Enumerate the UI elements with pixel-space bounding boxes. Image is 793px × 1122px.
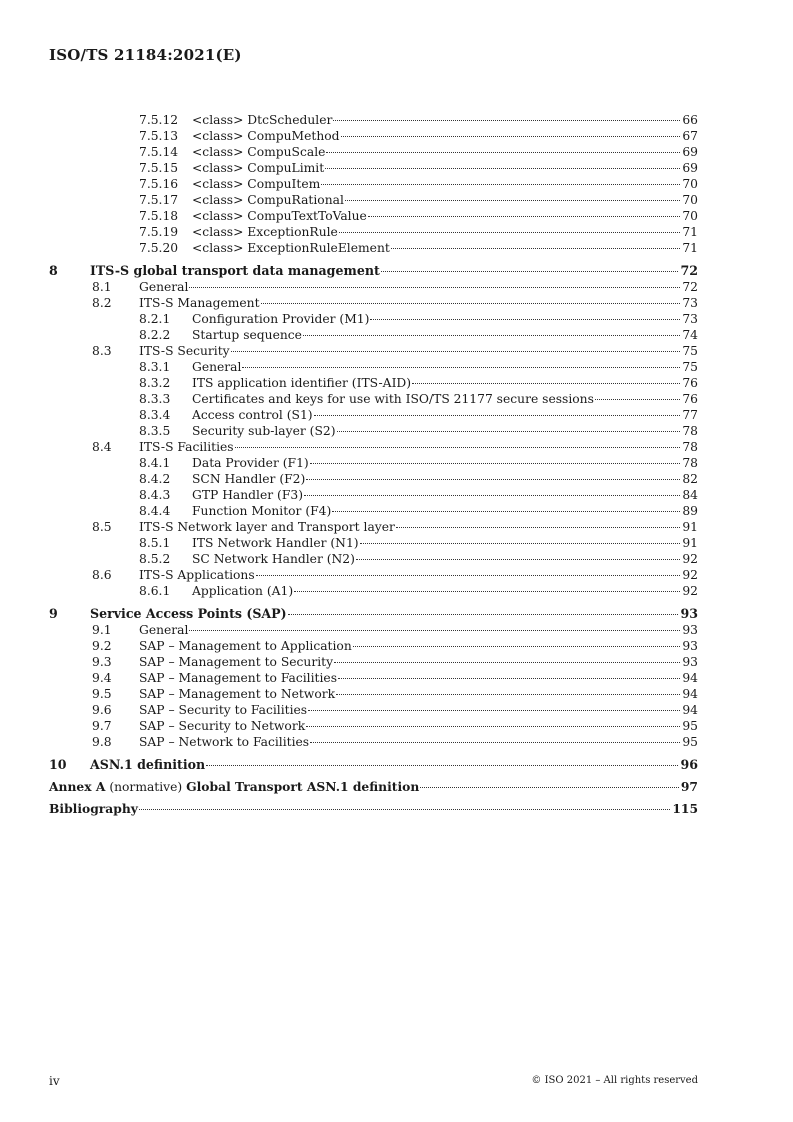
toc-entry-number: 10 xyxy=(49,757,67,772)
toc-entry-title: Security sub-layer (S2) xyxy=(192,424,336,438)
toc-entry-number: 8.3.2 xyxy=(139,376,171,390)
toc-entry-number: 8.5 xyxy=(92,520,112,534)
dot-leader xyxy=(368,216,681,217)
toc-entry-title: SAP – Network to Facilities xyxy=(139,735,310,749)
toc-entry-number: 7.5.19 xyxy=(139,225,179,239)
toc-entry-number: 9.5 xyxy=(92,687,112,701)
toc-entry-8-3-1[interactable] xyxy=(49,359,698,375)
toc-entry-page: 72 xyxy=(680,263,698,278)
dot-leader xyxy=(294,591,680,592)
dot-leader xyxy=(242,367,680,368)
toc-entry-7-5-18[interactable] xyxy=(49,208,698,224)
toc-entry-7-5-19[interactable] xyxy=(49,224,698,240)
toc-entry-title: General xyxy=(139,623,189,637)
toc-entry-title: <class> CompuItem xyxy=(192,177,321,191)
toc-entry-8-4-2[interactable] xyxy=(49,471,698,487)
toc-entry-page: 78 xyxy=(682,440,698,454)
toc-entry-page: 96 xyxy=(680,757,698,772)
toc-entry-page: 70 xyxy=(682,177,698,191)
toc-annex-a[interactable] xyxy=(49,779,698,795)
toc-entry-7-5-13[interactable] xyxy=(49,128,698,144)
dot-leader xyxy=(341,136,681,137)
toc-entry-number: 8.5.1 xyxy=(139,536,171,550)
toc-entry-page: 69 xyxy=(682,145,698,159)
toc-entry-page: 70 xyxy=(682,209,698,223)
toc-entry-9-7[interactable] xyxy=(49,718,698,734)
toc-entry-number: 8.3.1 xyxy=(139,360,171,374)
toc-bibliography[interactable] xyxy=(49,801,698,817)
toc-entry-page: 91 xyxy=(682,536,698,550)
toc-entry-10[interactable] xyxy=(49,757,698,773)
toc-entry-page: 74 xyxy=(682,328,698,342)
dot-leader xyxy=(391,248,681,249)
toc-entry-page: 92 xyxy=(682,584,698,598)
toc-entry-page: 93 xyxy=(682,623,698,637)
dot-leader xyxy=(370,319,680,320)
toc-entry-page: 94 xyxy=(682,687,698,701)
toc-entry-page: 93 xyxy=(680,606,698,621)
toc-entry-page: 78 xyxy=(682,424,698,438)
dot-leader xyxy=(321,184,680,185)
toc-entry-9-4[interactable] xyxy=(49,670,698,686)
toc-entry-page: 72 xyxy=(682,280,698,294)
toc-entry-8-6[interactable] xyxy=(49,567,698,583)
toc-entry-title: Certificates and keys for use with ISO/TS 21177 secure sessions xyxy=(192,392,594,406)
toc-entry-number: 9 xyxy=(49,606,58,621)
dot-leader xyxy=(261,303,681,304)
copyright-notice: © ISO 2021 – All rights reserved xyxy=(531,1075,698,1086)
toc-entry-number: 9.3 xyxy=(92,655,112,669)
toc-entry-page: 92 xyxy=(682,568,698,582)
toc-entry-page: 82 xyxy=(682,472,698,486)
toc-entry-page: 84 xyxy=(682,488,698,502)
toc-entry-8-5[interactable] xyxy=(49,519,698,535)
toc-entry-number: 7.5.16 xyxy=(139,177,179,191)
toc-entry-number: 9.6 xyxy=(92,703,112,717)
toc-entry-title: GTP Handler (F3) xyxy=(192,488,304,502)
toc-entry-page: 95 xyxy=(682,719,698,733)
dot-leader xyxy=(256,575,681,576)
toc-entry-8-2-2[interactable] xyxy=(49,327,698,343)
toc-entry-title: Configuration Provider (M1) xyxy=(192,312,370,326)
toc-entry-number: 7.5.13 xyxy=(139,129,179,143)
toc-entry-title: <class> CompuTextToValue xyxy=(192,209,367,223)
dot-leader xyxy=(381,271,679,272)
toc-entry-page: 97 xyxy=(680,779,698,794)
dot-leader xyxy=(338,678,680,679)
toc-entry-number: 8.2.1 xyxy=(139,312,171,326)
toc-entry-8-3-4[interactable] xyxy=(49,407,698,423)
toc-entry-title: Application (A1) xyxy=(192,584,294,598)
toc-entry-title: <class> CompuScale xyxy=(192,145,326,159)
toc-entry-7-5-14[interactable] xyxy=(49,144,698,160)
toc-entry-number: 8.3.4 xyxy=(139,408,171,422)
toc-entry-title: Bibliography xyxy=(49,801,138,816)
toc-entry-number: 9.8 xyxy=(92,735,112,749)
dot-leader xyxy=(306,726,680,727)
toc-entry-number: 8 xyxy=(49,263,58,278)
toc-entry-title: ITS-S global transport data management xyxy=(90,263,380,278)
toc-entry-page: 89 xyxy=(682,504,698,518)
dot-leader xyxy=(334,662,680,663)
dot-leader xyxy=(420,787,679,788)
toc-entry-8-3-2[interactable] xyxy=(49,375,698,391)
toc-entry-page: 95 xyxy=(682,735,698,749)
toc-entry-number: 8.6 xyxy=(92,568,112,582)
toc-entry-9-3[interactable] xyxy=(49,654,698,670)
toc-entry-title: SAP – Management to Facilities xyxy=(139,671,338,685)
dot-leader xyxy=(288,614,679,615)
toc-entry-title: ITS Network Handler (N1) xyxy=(192,536,359,550)
dot-leader xyxy=(310,463,681,464)
toc-entry-number: 8.4 xyxy=(92,440,112,454)
toc-entry-page: 92 xyxy=(682,552,698,566)
toc-entry-8-5-1[interactable] xyxy=(49,535,698,551)
dot-leader xyxy=(336,694,680,695)
dot-leader xyxy=(360,543,681,544)
toc-entry-number: 8.2.2 xyxy=(139,328,171,342)
toc-entry-title: ITS-S Management xyxy=(139,296,260,310)
toc-entry-page: 66 xyxy=(682,113,698,127)
page-number: iv xyxy=(49,1074,60,1088)
toc-entry-number: 7.5.20 xyxy=(139,241,179,255)
toc-entry-number: 9.1 xyxy=(92,623,112,637)
dot-leader xyxy=(306,479,680,480)
toc-entry-title: Function Monitor (F4) xyxy=(192,504,332,518)
toc-entry-title: Access control (S1) xyxy=(192,408,313,422)
toc-entry-8-4-3[interactable] xyxy=(49,487,698,503)
toc-entry-9[interactable] xyxy=(49,606,698,622)
toc-entry-title: <class> ExceptionRuleElement xyxy=(192,241,390,255)
toc-entry-number: 8.6.1 xyxy=(139,584,171,598)
toc-entry-number: 7.5.12 xyxy=(139,113,179,127)
toc-entry-page: 76 xyxy=(682,376,698,390)
toc-entry-title: Data Provider (F1) xyxy=(192,456,309,470)
toc-entry-title: SAP – Security to Network xyxy=(139,719,306,733)
toc-entry-9-1[interactable] xyxy=(49,622,698,638)
toc-entry-8-3[interactable] xyxy=(49,343,698,359)
dot-leader xyxy=(356,559,680,560)
toc-entry-title: Startup sequence xyxy=(192,328,302,342)
dot-leader xyxy=(189,287,680,288)
toc-entry-title: SAP – Management to Security xyxy=(139,655,334,669)
toc-entry-9-2[interactable] xyxy=(49,638,698,654)
dot-leader xyxy=(353,646,681,647)
dot-leader xyxy=(189,630,680,631)
toc-entry-9-6[interactable] xyxy=(49,702,698,718)
toc-entry-7-5-20[interactable] xyxy=(49,240,698,256)
toc-entry-number: 8.4.1 xyxy=(139,456,171,470)
toc-entry-8-3-5[interactable] xyxy=(49,423,698,439)
toc-entry-title: ITS-S Security xyxy=(139,344,230,358)
dot-leader xyxy=(326,152,680,153)
toc-entry-title: SAP – Management to Network xyxy=(139,687,336,701)
toc-entry-7-5-17[interactable] xyxy=(49,192,698,208)
dot-leader xyxy=(206,765,678,766)
toc-entry-title: SAP – Security to Facilities xyxy=(139,703,308,717)
toc-entry-number: 7.5.18 xyxy=(139,209,179,223)
toc-entry-number: 8.3 xyxy=(92,344,112,358)
dot-leader xyxy=(332,511,680,512)
toc-entry-title: <class> CompuRational xyxy=(192,193,344,207)
toc-entry-title: General xyxy=(139,280,189,294)
toc-entry-7-5-15[interactable] xyxy=(49,160,698,176)
toc-entry-page: 94 xyxy=(682,671,698,685)
toc-entry-page: 70 xyxy=(682,193,698,207)
toc-entry-8-1[interactable] xyxy=(49,279,698,295)
toc-entry-title: General xyxy=(192,360,242,374)
toc-entry-page: 71 xyxy=(682,225,698,239)
toc-entry-9-8[interactable] xyxy=(49,734,698,750)
toc-entry-page: 69 xyxy=(682,161,698,175)
toc-entry-title: SCN Handler (F2) xyxy=(192,472,306,486)
dot-leader xyxy=(304,495,680,496)
toc-entry-8[interactable] xyxy=(49,263,698,279)
toc-entry-page: 75 xyxy=(682,360,698,374)
toc-entry-number: 7.5.14 xyxy=(139,145,179,159)
toc-entry-title: ITS-S Network layer and Transport layer xyxy=(139,520,395,534)
toc-entry-page: 73 xyxy=(682,296,698,310)
toc-entry-title: ASN.1 definition xyxy=(90,757,206,772)
table-of-contents xyxy=(49,112,698,817)
toc-entry-number: 9.7 xyxy=(92,719,112,733)
toc-entry-number: 8.4.4 xyxy=(139,504,171,518)
toc-entry-title: ITS application identifier (ITS-AID) xyxy=(192,376,412,390)
toc-entry-page: 91 xyxy=(682,520,698,534)
dot-leader xyxy=(139,809,670,810)
toc-entry-8-3-3[interactable] xyxy=(49,391,698,407)
dot-leader xyxy=(303,335,680,336)
toc-entry-page: 78 xyxy=(682,456,698,470)
toc-entry-page: 93 xyxy=(682,639,698,653)
toc-entry-7-5-12[interactable] xyxy=(49,112,698,128)
dot-leader xyxy=(595,399,680,400)
toc-entry-page: 67 xyxy=(682,129,698,143)
toc-entry-8-6-1[interactable] xyxy=(49,583,698,599)
toc-entry-number: 8.3.3 xyxy=(139,392,171,406)
toc-entry-title: SAP – Management to Application xyxy=(139,639,352,653)
toc-entry-page: 94 xyxy=(682,703,698,717)
dot-leader xyxy=(339,232,681,233)
toc-entry-8-4-1[interactable] xyxy=(49,455,698,471)
dot-leader xyxy=(231,351,681,352)
toc-entry-title: <class> CompuLimit xyxy=(192,161,325,175)
dot-leader xyxy=(308,710,680,711)
toc-entry-number: 7.5.17 xyxy=(139,193,179,207)
toc-entry-title: <class> DtcScheduler xyxy=(192,113,333,127)
toc-entry-number: 8.3.5 xyxy=(139,424,171,438)
toc-entry-8-4[interactable] xyxy=(49,439,698,455)
toc-entry-title: <class> ExceptionRule xyxy=(192,225,338,239)
dot-leader xyxy=(314,415,681,416)
toc-entry-number: 9.4 xyxy=(92,671,112,685)
toc-entry-number: 8.2 xyxy=(92,296,112,310)
toc-entry-title: ITS-S Facilities xyxy=(139,440,234,454)
dot-leader xyxy=(325,168,680,169)
toc-entry-page: 115 xyxy=(672,801,698,816)
toc-entry-number: 7.5.15 xyxy=(139,161,179,175)
toc-entry-number: 8.5.2 xyxy=(139,552,171,566)
dot-leader xyxy=(310,742,680,743)
dot-leader xyxy=(396,527,680,528)
toc-entry-8-2[interactable] xyxy=(49,295,698,311)
toc-entry-page: 75 xyxy=(682,344,698,358)
toc-entry-8-5-2[interactable] xyxy=(49,551,698,567)
dot-leader xyxy=(235,447,681,448)
toc-entry-title: Service Access Points (SAP) xyxy=(90,606,287,621)
toc-entry-page: 71 xyxy=(682,241,698,255)
toc-entry-number: 9.2 xyxy=(92,639,112,653)
toc-entry-page: 93 xyxy=(682,655,698,669)
toc-entry-title: Annex A (normative) Global Transport ASN.1 definition xyxy=(49,779,420,794)
toc-entry-title: ITS-S Applications xyxy=(139,568,255,582)
dot-leader xyxy=(333,120,680,121)
toc-entry-number: 8.1 xyxy=(92,280,112,294)
toc-entry-number: 8.4.2 xyxy=(139,472,171,486)
toc-entry-8-4-4[interactable] xyxy=(49,503,698,519)
toc-entry-page: 77 xyxy=(682,408,698,422)
toc-entry-page: 73 xyxy=(682,312,698,326)
toc-entry-title: SC Network Handler (N2) xyxy=(192,552,355,566)
dot-leader xyxy=(337,431,681,432)
dot-leader xyxy=(345,200,680,201)
dot-leader xyxy=(412,383,680,384)
toc-entry-title: <class> CompuMethod xyxy=(192,129,340,143)
toc-entry-number: 8.4.3 xyxy=(139,488,171,502)
toc-entry-page: 76 xyxy=(682,392,698,406)
toc-entry-9-5[interactable] xyxy=(49,686,698,702)
document-id: ISO/TS 21184:2021(E) xyxy=(49,46,242,64)
toc-entry-7-5-16[interactable] xyxy=(49,176,698,192)
toc-entry-8-2-1[interactable] xyxy=(49,311,698,327)
